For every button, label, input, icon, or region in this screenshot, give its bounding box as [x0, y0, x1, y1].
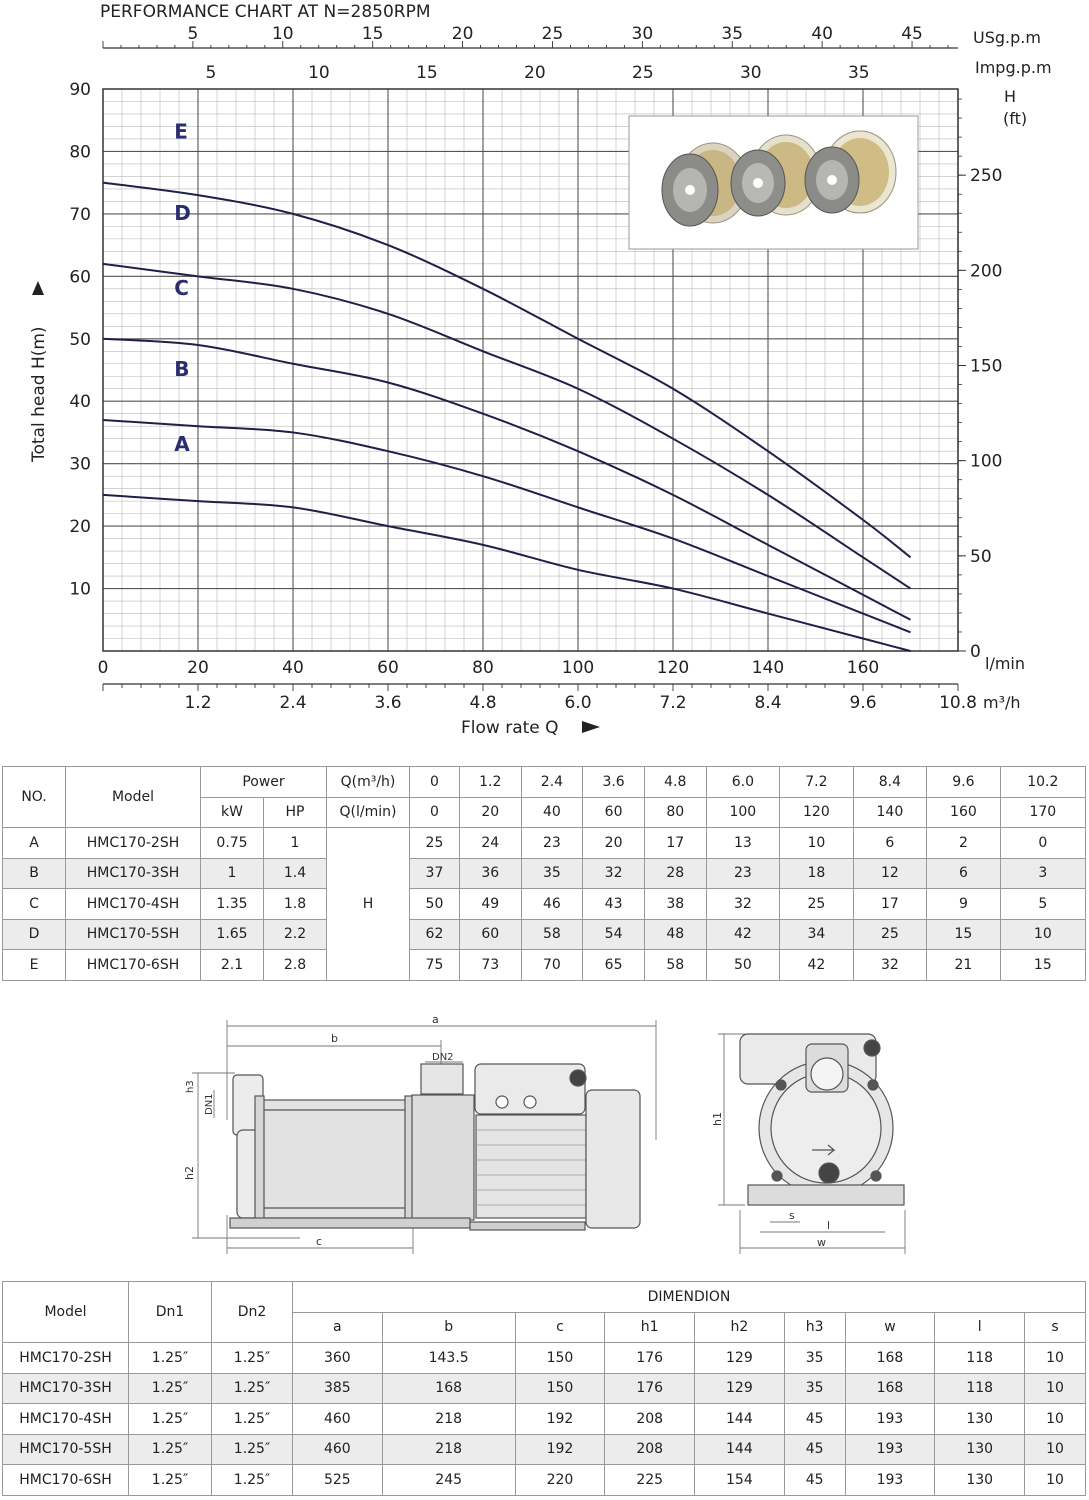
row-dim-cell: 45: [784, 1434, 845, 1465]
row-h-cell: 58: [644, 950, 706, 981]
table-row: [3, 858, 1086, 889]
pump-side-view: [183, 1013, 656, 1254]
ft-axis-ticks: [958, 99, 1002, 662]
row-kw: 2.1: [201, 950, 264, 981]
y-tick-label: 10: [69, 579, 91, 600]
row-dim-cell: 150: [515, 1343, 605, 1374]
dim-label-c: c: [316, 1235, 323, 1248]
row-h-cell: 6: [927, 858, 1001, 889]
q-m3h-cell: 2.4: [521, 767, 583, 798]
row-dim-cell: 245: [382, 1465, 515, 1496]
row-no: E: [3, 950, 66, 981]
ft-unit-h: H: [1004, 87, 1017, 106]
y-tick-label: 70: [69, 204, 91, 225]
row-h-cell: 2: [927, 828, 1001, 859]
row-h-cell: 62: [410, 919, 460, 950]
row-dim-cell: 45: [784, 1465, 845, 1496]
ft-tick-label: 150: [970, 356, 1003, 377]
dim-label-h3: h3: [185, 1080, 196, 1093]
row-dim-cell: 460: [293, 1404, 383, 1435]
col-q-lmin-header: Q(l/min): [327, 797, 410, 828]
impgpm-tick-label: 15: [416, 63, 438, 83]
row-dn2: 1.25″: [212, 1404, 293, 1435]
dim-header-cell: c: [515, 1312, 605, 1343]
row-h-cell: 43: [583, 889, 645, 920]
row-dim-cell: 10: [1025, 1434, 1086, 1465]
q-lmin-cell: 100: [706, 797, 780, 828]
q-lmin-cell: 20: [459, 797, 521, 828]
ft-unit: (ft): [1003, 109, 1028, 128]
row-h-cell: 70: [521, 950, 583, 981]
col-no-header: NO.: [3, 767, 66, 828]
ft-tick-label: 200: [970, 261, 1003, 282]
impgpm-tick-label: 25: [632, 63, 654, 83]
row-h-cell: 58: [521, 919, 583, 950]
row-h-cell: 15: [927, 919, 1001, 950]
row-dim-cell: 130: [935, 1465, 1025, 1496]
curve-label-b: B: [174, 357, 190, 381]
curve-label-e: E: [174, 119, 188, 144]
q-m3h-cell: 1.2: [459, 767, 521, 798]
row-h-cell: 34: [780, 919, 854, 950]
row-dn2: 1.25″: [212, 1343, 293, 1374]
row-hp: 1.4: [264, 858, 327, 889]
row-h-cell: 46: [521, 889, 583, 920]
usgpm-tick-label: 25: [541, 24, 564, 44]
table-row: [3, 889, 1086, 920]
performance-table: [2, 766, 1086, 981]
row-h-cell: 73: [459, 950, 521, 981]
row-dim-cell: 193: [845, 1404, 935, 1435]
dim-header-cell: h3: [784, 1312, 845, 1343]
usgpm-tick-label: 35: [721, 24, 744, 44]
impgpm-ticks: [206, 63, 870, 83]
row-dim-cell: 460: [293, 1434, 383, 1465]
row-h-cell: 25: [410, 828, 460, 859]
row-dim-cell: 10: [1025, 1404, 1086, 1435]
m3h-tick-label: 4.8: [469, 693, 497, 713]
row-dim-cell: 525: [293, 1465, 383, 1496]
row-h-cell: 10: [780, 828, 854, 859]
row-h-cell: 32: [583, 858, 645, 889]
row-h-cell: 60: [459, 919, 521, 950]
row-dim-cell: 193: [845, 1434, 935, 1465]
q-m3h-cell: 10.2: [1000, 767, 1085, 798]
q-m3h-cell: 9.6: [927, 767, 1001, 798]
x-tick-label: 60: [377, 658, 399, 678]
curve-label-c: C: [174, 275, 189, 300]
q-m3h-cell: 6.0: [706, 767, 780, 798]
row-dim-cell: 129: [695, 1373, 785, 1404]
q-m3h-cell: 0: [410, 767, 460, 798]
y-tick-label: 80: [69, 142, 91, 163]
row-h-cell: 3: [1000, 858, 1085, 889]
row-dim-cell: 35: [784, 1343, 845, 1374]
row-model: HMC170-3SH: [66, 858, 201, 889]
col-model-header: Model: [3, 1282, 129, 1343]
x-axis-unit: l/min: [985, 654, 1026, 673]
row-dim-cell: 218: [382, 1434, 515, 1465]
row-dim-cell: 208: [605, 1404, 695, 1435]
x-axis-label: Flow rate Q: [461, 718, 559, 738]
q-lmin-cell: 80: [644, 797, 706, 828]
performance-curves: [103, 183, 911, 651]
q-lmin-cell: 160: [927, 797, 1001, 828]
dim-header-cell: s: [1025, 1312, 1086, 1343]
row-h-cell: 6: [853, 828, 927, 859]
curve-c: [103, 339, 911, 620]
dim-header-cell: w: [845, 1312, 935, 1343]
col-kw-header: kW: [201, 797, 264, 828]
row-dim-cell: 10: [1025, 1343, 1086, 1374]
row-h-cell: 42: [706, 919, 780, 950]
dim-header-cell: a: [293, 1312, 383, 1343]
row-model: HMC170-3SH: [3, 1373, 129, 1404]
table-row: [3, 1434, 1086, 1465]
usgpm-tick-label: 5: [187, 24, 199, 44]
curve-labels: [174, 120, 191, 456]
row-h-cell: 13: [706, 828, 780, 859]
dim-label-dn1: DN1: [204, 1093, 215, 1115]
row-dim-cell: 192: [515, 1404, 605, 1435]
m3h-axis-ticks: [103, 684, 977, 713]
curve-label-d: D: [174, 200, 191, 225]
row-dim-cell: 208: [605, 1434, 695, 1465]
row-h-cell: 49: [459, 889, 521, 920]
ft-tick-label: 0: [970, 642, 981, 662]
m3h-tick-label: 2.4: [279, 693, 307, 713]
m3h-tick-label: 9.6: [849, 693, 877, 713]
row-h-cell: 32: [853, 950, 927, 981]
dim-label-a: a: [432, 1013, 439, 1026]
usgpm-unit: USg.p.m: [973, 28, 1041, 47]
row-h-cell: 75: [410, 950, 460, 981]
row-no: C: [3, 889, 66, 920]
row-h-cell: 17: [644, 828, 706, 859]
row-dim-cell: 129: [695, 1343, 785, 1374]
pump-drawings: [0, 1000, 1089, 1262]
col-dn1-header: Dn1: [129, 1282, 212, 1343]
row-h-cell: 28: [644, 858, 706, 889]
row-dim-cell: 130: [935, 1404, 1025, 1435]
m3h-tick-label: 10.8: [939, 693, 977, 713]
q-m3h-cell: 4.8: [644, 767, 706, 798]
row-dim-cell: 385: [293, 1373, 383, 1404]
q-lmin-cell: 60: [583, 797, 645, 828]
x-tick-label: 0: [97, 658, 109, 678]
dim-label-l: l: [827, 1219, 831, 1232]
col-q-m3h-header: Q(m³/h): [327, 767, 410, 798]
row-dim-cell: 10: [1025, 1373, 1086, 1404]
row-dim-cell: 118: [935, 1343, 1025, 1374]
q-lmin-cell: 40: [521, 797, 583, 828]
impeller-photo: [629, 116, 918, 249]
m3h-unit: m³/h: [983, 693, 1021, 712]
y-tick-label: 30: [69, 454, 91, 475]
row-dim-cell: 225: [605, 1465, 695, 1496]
row-dim-cell: 220: [515, 1465, 605, 1496]
row-dim-cell: 45: [784, 1404, 845, 1435]
x-axis-arrow-icon: [582, 721, 600, 733]
row-hp: 1: [264, 828, 327, 859]
row-dim-cell: 193: [845, 1465, 935, 1496]
row-model: HMC170-2SH: [3, 1343, 129, 1374]
dim-label-b: b: [331, 1032, 338, 1045]
dim-label-w: w: [817, 1236, 826, 1249]
m3h-tick-label: 7.2: [659, 693, 687, 713]
row-h-cell: 18: [780, 858, 854, 889]
row-h-cell: 50: [706, 950, 780, 981]
curve-label-a: A: [174, 431, 190, 456]
row-h-cell: 15: [1000, 950, 1085, 981]
row-h-cell: 17: [853, 889, 927, 920]
y-tick-label: 40: [69, 392, 91, 413]
row-h-cell: 23: [521, 828, 583, 859]
h-label: H: [327, 828, 410, 981]
dim-label-dn2: DN2: [432, 1052, 454, 1063]
x-tick-label: 80: [472, 658, 494, 678]
row-h-cell: 38: [644, 889, 706, 920]
impgpm-tick-label: 30: [739, 63, 762, 83]
row-kw: 0.75: [201, 828, 264, 859]
row-model: HMC170-6SH: [66, 950, 201, 981]
row-model: HMC170-5SH: [3, 1434, 129, 1465]
row-dim-cell: 118: [935, 1373, 1025, 1404]
dim-header-cell: l: [935, 1312, 1025, 1343]
x-tick-label: 100: [561, 658, 595, 678]
row-dn2: 1.25″: [212, 1434, 293, 1465]
impgpm-tick-label: 20: [524, 63, 546, 83]
dim-header-cell: h1: [605, 1312, 695, 1343]
row-dn1: 1.25″: [129, 1404, 212, 1435]
row-dn1: 1.25″: [129, 1434, 212, 1465]
row-h-cell: 42: [780, 950, 854, 981]
row-dim-cell: 176: [605, 1343, 695, 1374]
col-hp-header: HP: [264, 797, 327, 828]
row-h-cell: 23: [706, 858, 780, 889]
row-kw: 1.65: [201, 919, 264, 950]
row-model: HMC170-4SH: [66, 889, 201, 920]
row-dim-cell: 10: [1025, 1465, 1086, 1496]
m3h-tick-label: 3.6: [374, 693, 402, 713]
row-dim-cell: 35: [784, 1373, 845, 1404]
row-dim-cell: 150: [515, 1373, 605, 1404]
row-kw: 1: [201, 858, 264, 889]
row-h-cell: 21: [927, 950, 1001, 981]
row-dim-cell: 168: [845, 1343, 935, 1374]
row-model: HMC170-6SH: [3, 1465, 129, 1496]
y-axis-ticks: [69, 80, 91, 600]
row-dn2: 1.25″: [212, 1465, 293, 1496]
x-axis-ticks: [98, 658, 880, 678]
ft-tick-label: 50: [970, 546, 992, 567]
row-dn1: 1.25″: [129, 1465, 212, 1496]
row-h-cell: 25: [780, 889, 854, 920]
m3h-tick-label: 6.0: [564, 693, 592, 713]
row-model: HMC170-4SH: [3, 1404, 129, 1435]
row-no: A: [3, 828, 66, 859]
dim-label-h2: h2: [183, 1166, 196, 1180]
col-dn2-header: Dn2: [212, 1282, 293, 1343]
row-h-cell: 54: [583, 919, 645, 950]
dim-label-h1: h1: [711, 1112, 724, 1126]
m3h-tick-label: 1.2: [184, 693, 212, 713]
row-kw: 1.35: [201, 889, 264, 920]
table-row: [3, 919, 1086, 950]
table-row: [3, 1404, 1086, 1435]
m3h-tick-label: 8.4: [754, 693, 782, 713]
row-h-cell: 48: [644, 919, 706, 950]
row-dim-cell: 360: [293, 1343, 383, 1374]
y-tick-label: 90: [69, 80, 91, 100]
x-tick-label: 20: [187, 658, 209, 678]
table-row: [3, 1343, 1086, 1374]
row-no: D: [3, 919, 66, 950]
row-h-cell: 25: [853, 919, 927, 950]
q-lmin-cell: 0: [410, 797, 460, 828]
table-row: [3, 950, 1086, 981]
table-row: [3, 1465, 1086, 1496]
row-hp: 1.8: [264, 889, 327, 920]
q-m3h-cell: 8.4: [853, 767, 927, 798]
table-row: [3, 1373, 1086, 1404]
col-model-header: Model: [66, 767, 201, 828]
row-hp: 2.8: [264, 950, 327, 981]
q-lmin-cell: 140: [853, 797, 927, 828]
x-tick-label: 120: [656, 658, 690, 678]
pump-front-view: [711, 1034, 905, 1254]
row-h-cell: 32: [706, 889, 780, 920]
row-dn1: 1.25″: [129, 1373, 212, 1404]
row-h-cell: 12: [853, 858, 927, 889]
row-dim-cell: 168: [382, 1373, 515, 1404]
row-model: HMC170-5SH: [66, 919, 201, 950]
x-tick-label: 160: [846, 658, 880, 678]
dim-header-cell: h2: [695, 1312, 785, 1343]
chart-title: PERFORMANCE CHART AT N=2850RPM: [100, 2, 431, 22]
row-h-cell: 9: [927, 889, 1001, 920]
row-dim-cell: 218: [382, 1404, 515, 1435]
row-dim-cell: 144: [695, 1434, 785, 1465]
curve-a: [103, 495, 911, 651]
row-dim-cell: 144: [695, 1404, 785, 1435]
impgpm-unit: Impg.p.m: [975, 58, 1052, 77]
ft-tick-label: 250: [970, 166, 1003, 187]
row-h-cell: 0: [1000, 828, 1085, 859]
usgpm-tick-label: 15: [361, 24, 384, 44]
usgpm-tick-label: 20: [451, 24, 474, 44]
row-dim-cell: 143.5: [382, 1343, 515, 1374]
row-h-cell: 36: [459, 858, 521, 889]
row-h-cell: 65: [583, 950, 645, 981]
y-tick-label: 60: [69, 267, 91, 288]
row-dim-cell: 154: [695, 1465, 785, 1496]
impgpm-tick-label: 5: [205, 63, 217, 83]
row-dim-cell: 192: [515, 1434, 605, 1465]
row-model: HMC170-2SH: [66, 828, 201, 859]
usgpm-ticks: [103, 24, 948, 48]
dimension-table: [2, 1281, 1086, 1496]
row-h-cell: 50: [410, 889, 460, 920]
x-tick-label: 140: [751, 658, 785, 678]
usgpm-tick-label: 45: [901, 24, 923, 44]
ft-tick-label: 100: [970, 451, 1003, 472]
y-tick-label: 20: [69, 517, 91, 538]
performance-chart: [0, 0, 1089, 745]
dim-header-cell: b: [382, 1312, 515, 1343]
y-axis-label: Total head H(m): [29, 326, 49, 462]
col-power-header: Power: [201, 767, 327, 798]
row-h-cell: 35: [521, 858, 583, 889]
row-h-cell: 5: [1000, 889, 1085, 920]
row-dim-cell: 130: [935, 1434, 1025, 1465]
impgpm-tick-label: 35: [847, 63, 870, 83]
q-lmin-cell: 120: [780, 797, 854, 828]
impgpm-tick-label: 10: [308, 63, 330, 83]
row-hp: 2.2: [264, 919, 327, 950]
row-dn2: 1.25″: [212, 1373, 293, 1404]
row-h-cell: 37: [410, 858, 460, 889]
row-dim-cell: 176: [605, 1373, 695, 1404]
usgpm-tick-label: 10: [271, 24, 294, 44]
row-dim-cell: 168: [845, 1373, 935, 1404]
q-lmin-cell: 170: [1000, 797, 1085, 828]
usgpm-tick-label: 40: [811, 24, 833, 44]
row-no: B: [3, 858, 66, 889]
col-dimension-header: DIMENDION: [293, 1282, 1086, 1313]
row-h-cell: 20: [583, 828, 645, 859]
usgpm-tick-label: 30: [631, 24, 654, 44]
x-tick-label: 40: [282, 658, 304, 678]
row-h-cell: 24: [459, 828, 521, 859]
dim-label-s: s: [789, 1209, 795, 1222]
row-h-cell: 10: [1000, 919, 1085, 950]
row-dn1: 1.25″: [129, 1343, 212, 1374]
y-axis-arrow-icon: [32, 281, 44, 295]
q-m3h-cell: 7.2: [780, 767, 854, 798]
y-tick-label: 50: [69, 329, 91, 350]
q-m3h-cell: 3.6: [583, 767, 645, 798]
table-row: [3, 828, 1086, 859]
